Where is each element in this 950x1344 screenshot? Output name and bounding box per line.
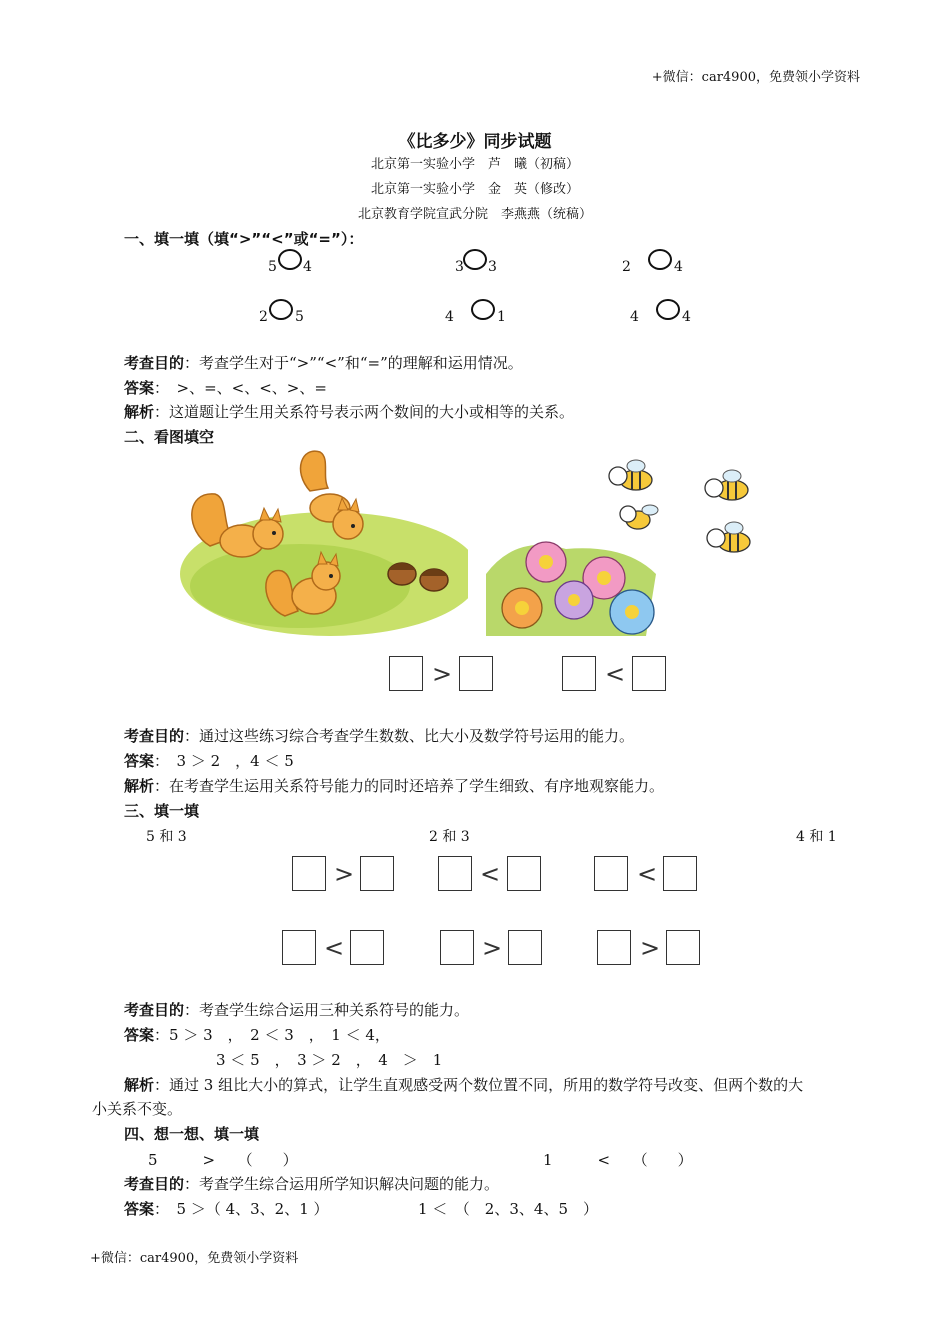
flower-icon	[526, 542, 566, 582]
answer-text: ：5 ＞ 3 ， 2 ＜ 3 ， 1 ＜ 4，	[154, 1026, 390, 1044]
pair3-right: 4	[674, 259, 683, 275]
answer-box[interactable]	[292, 856, 326, 891]
flower-icon	[555, 581, 593, 619]
bee-icon	[609, 460, 652, 490]
answer-box[interactable]	[562, 656, 596, 691]
answer-circle[interactable]	[656, 299, 680, 320]
section2-purpose	[124, 725, 634, 746]
answer-box[interactable]	[508, 930, 542, 965]
section2-analysis	[124, 775, 664, 796]
answer-box[interactable]	[663, 856, 697, 891]
pair3-left: 2	[622, 259, 631, 275]
pair4-right: 5	[295, 309, 304, 325]
answer-box[interactable]	[507, 856, 541, 891]
compare-symbol: <	[324, 934, 345, 962]
section1-heading: 一、填一填（填“>”“<”或“=”）：	[124, 230, 364, 248]
section3-analysis-line2: 小关系不变。	[92, 1100, 183, 1118]
section4-question2: 1 < （ ）	[543, 1151, 693, 1169]
header-note: +微信：car4900，免费领小学资料	[651, 70, 860, 85]
group-label: 2 和 3	[429, 829, 470, 845]
pair6-left: 4	[630, 309, 639, 325]
acorn-icon	[420, 569, 448, 591]
section4-purpose	[124, 1173, 499, 1194]
purpose-label: 考查目的	[124, 354, 185, 372]
purpose-label: 考查目的	[124, 1175, 185, 1193]
pair5-right: 1	[497, 309, 506, 325]
section3-heading: 三、填一填	[124, 802, 200, 820]
compare-symbol: >	[334, 860, 355, 888]
author-line-3: 北京教育学院宣武分院 李燕燕（统稿）	[357, 207, 592, 222]
purpose-label: 考查目的	[124, 1001, 185, 1019]
answer-box[interactable]	[597, 930, 631, 965]
answer-box[interactable]	[440, 930, 474, 965]
answer-circle[interactable]	[648, 249, 672, 270]
answer-text: ： >、=、<、<、>、=	[154, 379, 327, 397]
pair5-left: 4	[445, 309, 454, 325]
footer-note: +微信：car4900，免费领小学资料	[90, 1251, 299, 1266]
compare-symbol: <	[605, 660, 626, 688]
pair4-left: 2	[259, 309, 268, 325]
section4-question1: 5 > （ ）	[148, 1151, 298, 1169]
answer-box[interactable]	[282, 930, 316, 965]
section2-answer	[124, 750, 294, 771]
answer-box[interactable]	[594, 856, 628, 891]
section4-answer	[124, 1198, 329, 1219]
answer-box[interactable]	[666, 930, 700, 965]
pair6-right: 4	[682, 309, 691, 325]
answer-circle[interactable]	[463, 249, 487, 270]
answer-circle[interactable]	[471, 299, 495, 320]
compare-symbol: >	[640, 934, 661, 962]
answer-circle[interactable]	[269, 299, 293, 320]
section1-answer	[124, 377, 327, 398]
answer-label: 答案	[124, 1200, 155, 1218]
section1-purpose	[124, 352, 523, 373]
answer-circle[interactable]	[278, 249, 302, 270]
section3-answer	[124, 1024, 390, 1045]
analysis-label: 解析	[124, 777, 155, 795]
bee-icon	[705, 470, 748, 500]
acorn-icon	[388, 563, 416, 585]
squirrels-acorns-illustration	[180, 446, 468, 636]
answer-box[interactable]	[360, 856, 394, 891]
bees-flowers-illustration	[486, 454, 770, 636]
compare-symbol: <	[637, 860, 658, 888]
section3-purpose	[124, 999, 469, 1020]
compare-symbol: <	[480, 860, 501, 888]
purpose-text: ：考查学生综合运用所学知识解决问题的能力。	[184, 1175, 500, 1193]
answer-text: ： 3 ＞ 2 ，4 ＜ 5	[154, 752, 294, 770]
answer-box[interactable]	[632, 656, 666, 691]
answer-box[interactable]	[350, 930, 384, 965]
answer-box[interactable]	[389, 656, 423, 691]
analysis-label: 解析	[124, 1076, 155, 1094]
group-label: 4 和 1	[796, 829, 837, 845]
section4-answer2: 1 ＜ （ 2、3、4、5 ）	[418, 1200, 598, 1218]
answer-box[interactable]	[459, 656, 493, 691]
purpose-text: ：通过这些练习综合考查学生数数、比大小及数学符号运用的能力。	[184, 727, 635, 745]
bee-icon	[707, 522, 750, 552]
answer-text: ： 5 ＞（ 4、3、2、1 ）	[154, 1200, 329, 1218]
flower-icon	[610, 590, 654, 634]
pair1-left: 5	[268, 259, 277, 275]
answer-label: 答案	[124, 752, 155, 770]
author-line-1: 北京第一实验小学 芦 曦（初稿）	[370, 157, 579, 172]
analysis-label: 解析	[124, 403, 155, 421]
compare-symbol: >	[482, 934, 503, 962]
analysis-text: ：通过 3 组比大小的算式，让学生直观感受两个数位置不同，所用的数学符号改变、但两个数的大	[154, 1076, 804, 1094]
page-title: 《比多少》同步试题	[398, 132, 552, 152]
section3-analysis	[124, 1074, 803, 1095]
answer-label: 答案	[124, 379, 155, 397]
pair2-left: 3	[455, 259, 464, 275]
section3-answer-line2: 3 ＜ 5 ， 3 ＞ 2 ， 4 ＞ 1	[216, 1051, 443, 1069]
analysis-text: ：这道题让学生用关系符号表示两个数间的大小或相等的关系。	[154, 403, 575, 421]
purpose-text: ：考查学生对于“>”“<”和“=”的理解和运用情况。	[184, 354, 523, 372]
purpose-label: 考查目的	[124, 727, 185, 745]
analysis-text: ：在考查学生运用关系符号能力的同时还培养了学生细致、有序地观察能力。	[154, 777, 665, 795]
compare-symbol: >	[432, 660, 453, 688]
pair2-right: 3	[488, 259, 497, 275]
answer-box[interactable]	[438, 856, 472, 891]
group-label: 5 和 3	[146, 829, 187, 845]
flower-icon	[502, 588, 542, 628]
purpose-text: ：考查学生综合运用三种关系符号的能力。	[184, 1001, 470, 1019]
answer-label: 答案	[124, 1026, 155, 1044]
author-line-2: 北京第一实验小学 金 英（修改）	[370, 182, 579, 197]
pair1-right: 4	[303, 259, 312, 275]
section1-analysis	[124, 401, 574, 422]
section4-heading: 四、想一想、填一填	[124, 1125, 260, 1143]
bee-icon	[620, 505, 658, 529]
section2-heading: 二、看图填空	[124, 428, 215, 446]
